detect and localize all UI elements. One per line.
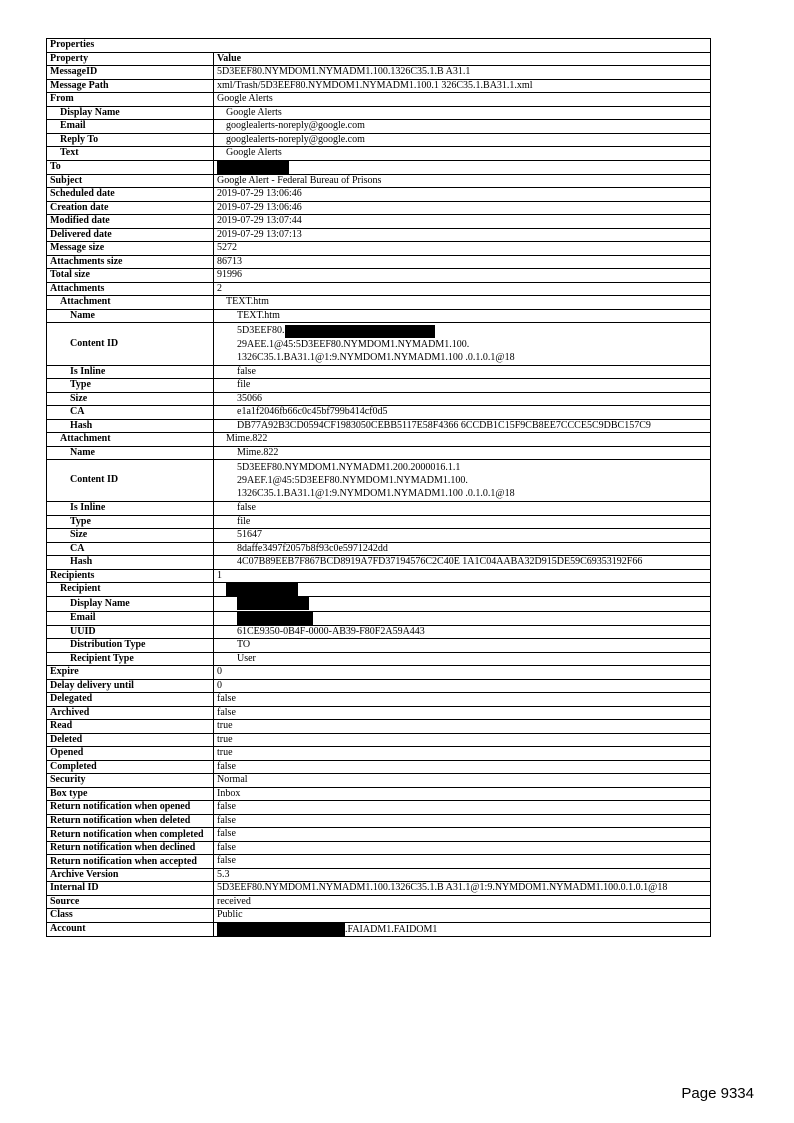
table-row <box>47 515 711 529</box>
table-row <box>47 255 711 269</box>
table-row <box>47 379 711 393</box>
property-key: Class <box>47 909 214 923</box>
column-header-property: Property <box>47 52 214 66</box>
property-key: CA <box>47 406 214 420</box>
table-row <box>47 93 711 107</box>
property-value: TEXT.htm <box>214 309 711 323</box>
property-key: Deleted <box>47 733 214 747</box>
table-row <box>47 855 711 869</box>
property-value: DB77A92B3CD0594CF1983050CEBB5117E58F4366 6CCDB1C15F9CB8EE7CCCE5C9DBC157C9 <box>214 419 711 433</box>
content-id-line: 29AEE.1@45:5D3EEF80.NYMDOM1.NYMADM1.100. <box>237 338 470 350</box>
page-number: Page 9334 <box>681 1085 754 1102</box>
property-key: Delegated <box>47 693 214 707</box>
property-value: true <box>214 733 711 747</box>
property-key: Attachment <box>47 296 214 310</box>
property-key: Name <box>47 309 214 323</box>
table-row <box>47 228 711 242</box>
table-row <box>47 720 711 734</box>
table-row <box>47 760 711 774</box>
property-key: Hash <box>47 419 214 433</box>
table-row <box>47 556 711 570</box>
table-row <box>47 406 711 420</box>
property-key: Creation date <box>47 201 214 215</box>
property-value <box>214 597 711 611</box>
property-key: CA <box>47 542 214 556</box>
property-key: Text <box>47 147 214 161</box>
property-value: Public <box>214 909 711 923</box>
table-row <box>47 419 711 433</box>
property-value: false <box>214 365 711 379</box>
table-row <box>47 895 711 909</box>
property-key: Recipient Type <box>47 652 214 666</box>
table-row <box>47 611 711 625</box>
table-row <box>47 801 711 815</box>
property-key: Display Name <box>47 106 214 120</box>
table-row <box>47 597 711 611</box>
property-key: Email <box>47 120 214 134</box>
property-value: 2019-07-29 13:06:46 <box>214 201 711 215</box>
property-key: Return notification when opened <box>47 801 214 815</box>
table-row <box>47 639 711 653</box>
table-row <box>47 242 711 256</box>
content-id-line: 1326C35.1.BA31.1@1:9.NYMDOM1.NYMADM1.100 .0.1.0.1@18 <box>237 488 515 499</box>
property-key: Distribution Type <box>47 639 214 653</box>
table-row <box>47 774 711 788</box>
table-row <box>47 666 711 680</box>
property-value <box>214 583 711 597</box>
property-value: file <box>214 379 711 393</box>
table-row <box>47 323 711 365</box>
property-value: 2019-07-29 13:07:44 <box>214 215 711 229</box>
table-row <box>47 569 711 583</box>
property-key: Return notification when deleted <box>47 814 214 828</box>
property-key: Internal ID <box>47 882 214 896</box>
table-row <box>47 188 711 202</box>
property-value: Google Alerts <box>214 147 711 161</box>
property-value: Normal <box>214 774 711 788</box>
property-value: false <box>214 502 711 516</box>
properties-table <box>46 38 711 937</box>
redaction-box <box>237 597 309 610</box>
table-row <box>47 733 711 747</box>
property-value: googlealerts-noreply@google.com <box>214 133 711 147</box>
table-row <box>47 828 711 842</box>
property-value: false <box>214 828 711 842</box>
property-key: Message Path <box>47 79 214 93</box>
property-key: Attachments size <box>47 255 214 269</box>
property-value: 4C07B89EEB7F867BCD8919A7FD37194576C2C40E 1A1C04AABA32D915DE59C69353192F66 <box>214 556 711 570</box>
redaction-box <box>217 923 345 936</box>
table-row <box>47 882 711 896</box>
property-value: TEXT.htm <box>214 296 711 310</box>
table-row <box>47 215 711 229</box>
table-row <box>47 66 711 80</box>
property-key: Is Inline <box>47 365 214 379</box>
property-value: true <box>214 747 711 761</box>
table-header-row <box>47 52 711 66</box>
table-row <box>47 625 711 639</box>
property-key: Source <box>47 895 214 909</box>
table-row <box>47 365 711 379</box>
property-value: false <box>214 841 711 855</box>
property-value: 0 <box>214 666 711 680</box>
property-value: 5272 <box>214 242 711 256</box>
property-value: false <box>214 760 711 774</box>
table-row <box>47 392 711 406</box>
property-key: Hash <box>47 556 214 570</box>
redaction-box <box>226 583 298 596</box>
property-value: file <box>214 515 711 529</box>
table-row <box>47 652 711 666</box>
content-id-line: 5D3EEF80. <box>237 325 285 337</box>
property-value <box>214 611 711 625</box>
property-value: false <box>214 814 711 828</box>
property-value <box>214 460 711 502</box>
table-row <box>47 542 711 556</box>
property-value <box>214 922 711 936</box>
property-value: googlealerts-noreply@google.com <box>214 120 711 134</box>
table-row <box>47 841 711 855</box>
table-row <box>47 309 711 323</box>
property-value: 2 <box>214 282 711 296</box>
table-row <box>47 133 711 147</box>
property-value: 35066 <box>214 392 711 406</box>
table-title: Properties <box>47 39 711 53</box>
property-value: 86713 <box>214 255 711 269</box>
property-value: Google Alerts <box>214 106 711 120</box>
property-value: 61CE9350-0B4F-0000-AB39-F80F2A59A443 <box>214 625 711 639</box>
property-value: 5D3EEF80.NYMDOM1.NYMADM1.100.1326C35.1.B A31.1@1:9.NYMDOM1.NYMADM1.100.0.1.0.1@18 <box>214 882 711 896</box>
property-key: Delay delivery until <box>47 679 214 693</box>
content-id-line: 1326C35.1.BA31.1@1:9.NYMDOM1.NYMADM1.100 .0.1.0.1@18 <box>237 351 515 363</box>
property-value: Mime.822 <box>214 433 711 447</box>
property-value: 8daffe3497f2057b8f93c0e5971242dd <box>214 542 711 556</box>
property-key: Is Inline <box>47 502 214 516</box>
property-key: UUID <box>47 625 214 639</box>
content-id-line: 5D3EEF80.NYMDOM1.NYMADM1.200.2000016.1.1 <box>237 462 461 473</box>
property-key: Delivered date <box>47 228 214 242</box>
property-key: Account <box>47 922 214 936</box>
property-value: 5.3 <box>214 868 711 882</box>
property-value: Google Alert - Federal Bureau of Prisons <box>214 174 711 188</box>
property-value: true <box>214 720 711 734</box>
property-key: Size <box>47 392 214 406</box>
table-row <box>47 706 711 720</box>
table-row <box>47 787 711 801</box>
table-row <box>47 460 711 502</box>
table-row <box>47 583 711 597</box>
property-value: Google Alerts <box>214 93 711 107</box>
property-key: Return notification when accepted <box>47 855 214 869</box>
table-row <box>47 269 711 283</box>
property-key: Expire <box>47 666 214 680</box>
property-key: Recipients <box>47 569 214 583</box>
property-value: 91996 <box>214 269 711 283</box>
redaction-box <box>217 161 289 174</box>
property-key: Archived <box>47 706 214 720</box>
property-value: 2019-07-29 13:07:13 <box>214 228 711 242</box>
table-row <box>47 529 711 543</box>
property-key: Message size <box>47 242 214 256</box>
property-key: Name <box>47 446 214 460</box>
redaction-box <box>237 612 313 625</box>
property-value: Mime.822 <box>214 446 711 460</box>
property-value <box>214 323 711 365</box>
property-key: Subject <box>47 174 214 188</box>
table-row <box>47 679 711 693</box>
property-key: Box type <box>47 787 214 801</box>
property-key: Opened <box>47 747 214 761</box>
property-value: 51647 <box>214 529 711 543</box>
property-key: Completed <box>47 760 214 774</box>
property-value: 2019-07-29 13:06:46 <box>214 188 711 202</box>
table-row <box>47 747 711 761</box>
property-value: 5D3EEF80.NYMDOM1.NYMADM1.100.1326C35.1.B A31.1 <box>214 66 711 80</box>
property-key: Read <box>47 720 214 734</box>
property-value <box>214 160 711 174</box>
table-row <box>47 120 711 134</box>
table-row <box>47 446 711 460</box>
property-key: Size <box>47 529 214 543</box>
property-key: Attachment <box>47 433 214 447</box>
property-value: xml/Trash/5D3EEF80.NYMDOM1.NYMADM1.100.1 326C35.1.BA31.1.xml <box>214 79 711 93</box>
property-key: Security <box>47 774 214 788</box>
table-row <box>47 201 711 215</box>
property-key: Return notification when completed <box>47 828 214 842</box>
property-value: false <box>214 693 711 707</box>
property-value: Inbox <box>214 787 711 801</box>
table-row <box>47 909 711 923</box>
table-row <box>47 106 711 120</box>
property-value: TO <box>214 639 711 653</box>
property-value: false <box>214 801 711 815</box>
property-key: Modified date <box>47 215 214 229</box>
property-key: To <box>47 160 214 174</box>
property-key: Content ID <box>47 323 214 365</box>
property-value: e1a1f2046fb66c0c45bf799b414cf0d5 <box>214 406 711 420</box>
property-value: 1 <box>214 569 711 583</box>
property-key: Archive Version <box>47 868 214 882</box>
property-key: Type <box>47 515 214 529</box>
redaction-box <box>285 325 435 338</box>
property-key: Recipient <box>47 583 214 597</box>
table-row <box>47 160 711 174</box>
property-key: From <box>47 93 214 107</box>
table-title-row <box>47 39 711 53</box>
property-value: false <box>214 855 711 869</box>
property-key: Attachments <box>47 282 214 296</box>
property-value: 0 <box>214 679 711 693</box>
column-header-value: Value <box>214 52 711 66</box>
property-key: Content ID <box>47 460 214 502</box>
table-row <box>47 693 711 707</box>
table-row <box>47 433 711 447</box>
content-id-line: 29AEF.1@45:5D3EEF80.NYMDOM1.NYMADM1.100. <box>237 475 468 486</box>
property-value: received <box>214 895 711 909</box>
property-key: Type <box>47 379 214 393</box>
property-key: MessageID <box>47 66 214 80</box>
table-row <box>47 868 711 882</box>
property-value: false <box>214 706 711 720</box>
table-row <box>47 296 711 310</box>
property-value: User <box>214 652 711 666</box>
table-row <box>47 174 711 188</box>
property-key: Return notification when declined <box>47 841 214 855</box>
table-row <box>47 79 711 93</box>
property-key: Email <box>47 611 214 625</box>
table-row <box>47 147 711 161</box>
table-row <box>47 502 711 516</box>
property-key: Display Name <box>47 597 214 611</box>
table-row <box>47 282 711 296</box>
property-key: Total size <box>47 269 214 283</box>
table-row <box>47 814 711 828</box>
property-key: Reply To <box>47 133 214 147</box>
table-row <box>47 922 711 936</box>
property-key: Scheduled date <box>47 188 214 202</box>
account-suffix: .FAIADM1.FAIDOM1 <box>345 923 438 935</box>
